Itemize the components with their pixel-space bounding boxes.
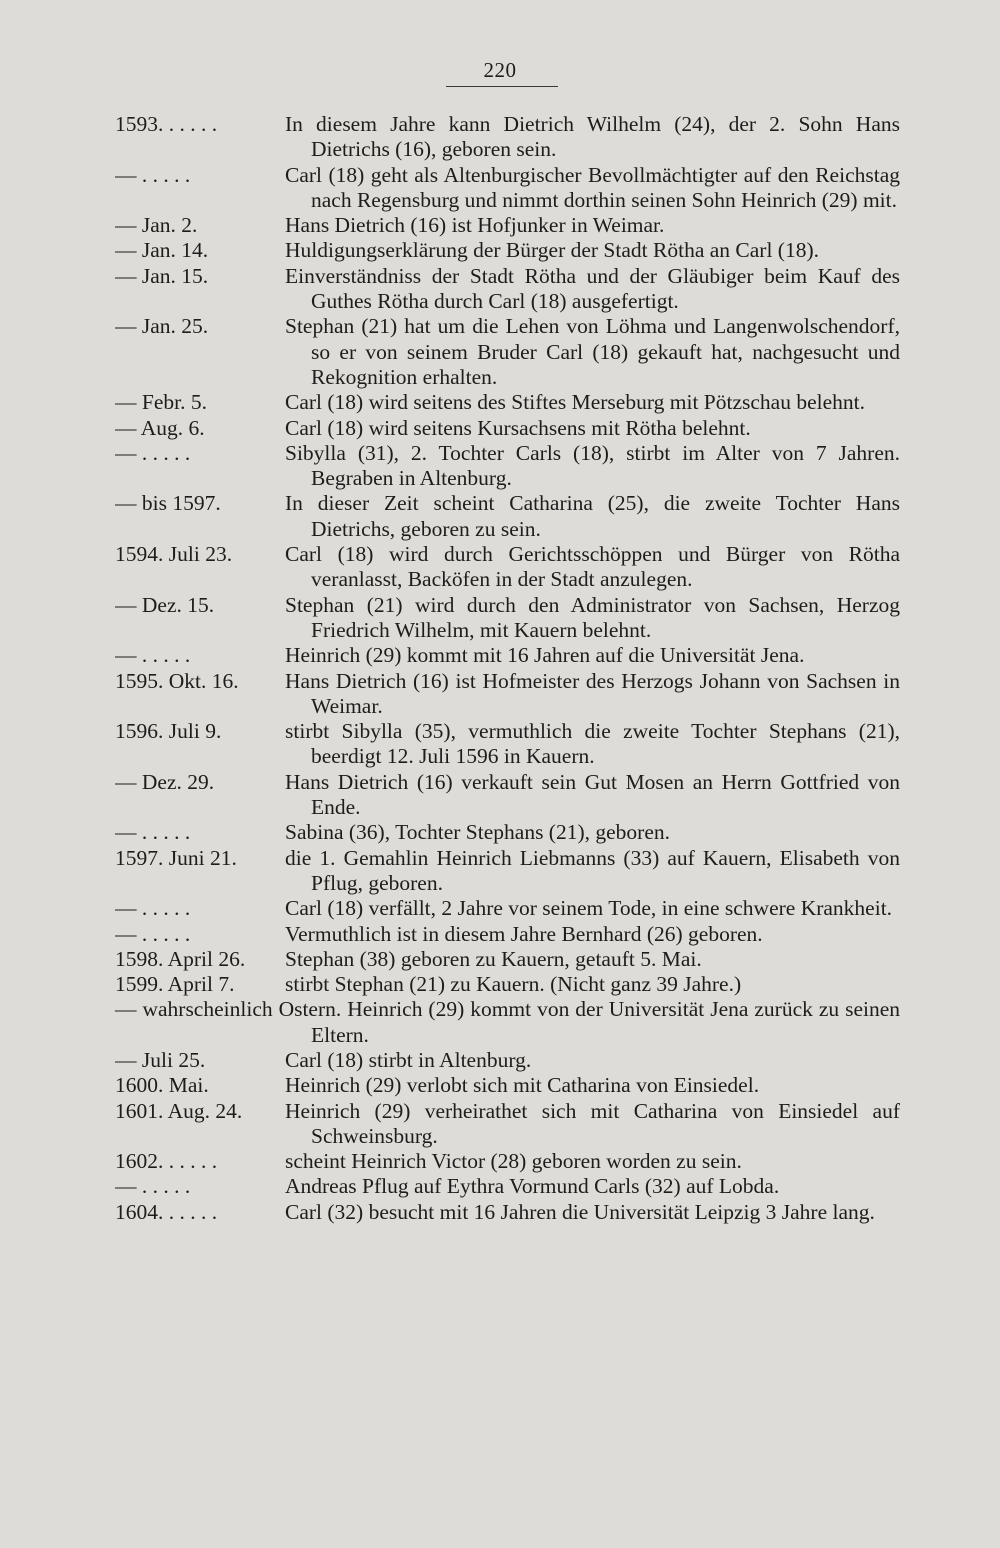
chronicle-entry (115, 264, 900, 315)
entry-date: 1604. . . . . . (115, 1199, 218, 1224)
entry-text: Vermuthlich ist in diesem Jahre Bernhard (26) geboren. (285, 921, 763, 946)
entry-text: Carl (18) verfällt, 2 Jahre vor seinem Tode, in eine schwere Krankheit. (285, 896, 893, 921)
chronicle-entry (115, 669, 900, 720)
entry-date: 1595. Okt. 16. (115, 668, 239, 693)
entry-text: Stephan (21) hat um die Lehen von Löhma und Langenwolschendorf, so er von seinem Bruder Carl (18) gekauft hat, nachgesucht und Rekognition erhalten. (285, 314, 900, 389)
entry-date: — . . . . . (115, 820, 191, 845)
entry-text: die 1. Gemahlin Heinrich Liebmanns (33) auf Kauern, Elisabeth von Pflug, geboren. (285, 845, 900, 895)
entry-date: 1599. April 7. (115, 972, 235, 997)
entry-text: Hans Dietrich (16) ist Hofmeister des Herzogs Johann von Sachsen in Weimar. (285, 668, 900, 718)
chronicle-entry (115, 1073, 900, 1098)
entry-date: — Dez. 29. (115, 769, 215, 794)
entry-date: — Dez. 15. (115, 592, 215, 617)
chronicle-entry (115, 213, 900, 238)
entry-text: stirbt Stephan (21) zu Kauern. (Nicht ganz 39 Jahre.) (285, 972, 742, 997)
entry-text: Andreas Pflug auf Eythra Vormund Carls (32) auf Lobda. (285, 1174, 780, 1199)
chronicle-entry (115, 1099, 900, 1150)
entry-date: 1598. April 26. (115, 946, 246, 971)
entry-text: In dieser Zeit scheint Catharina (25), die zweite Tochter Hans Dietrichs, geboren zu sein. (285, 491, 900, 541)
entry-text: Heinrich (29) verlobt sich mit Catharina von Einsiedel. (285, 1073, 760, 1098)
entry-date: 1602. . . . . . (115, 1149, 218, 1174)
entry-text: Carl (18) stirbt in Altenburg. (285, 1047, 532, 1072)
entry-date: — bis 1597. (115, 491, 221, 516)
chronicle-entry (115, 922, 900, 947)
chronicle-entry (115, 1174, 900, 1199)
chronicle-entry (115, 163, 900, 214)
entry-text: Carl (18) wird seitens des Stiftes Merseburg mit Pötzschau belehnt. (285, 390, 865, 415)
entry-text: Stephan (21) wird durch den Administrator von Sachsen, Herzog Friedrich Wilhelm, mit Kauern belehnt. (285, 592, 900, 642)
entry-date: — Jan. 14. (115, 238, 209, 263)
entry-text: Huldigungserklärung der Bürger der Stadt Rötha an Carl (18). (285, 238, 819, 263)
entry-text: Hans Dietrich (16) ist Hofjunker in Weimar. (285, 213, 665, 238)
page-number: 220 (483, 58, 517, 82)
entry-date: — . . . . . (115, 643, 191, 668)
entry-text: Stephan (38) geboren zu Kauern, getauft 5. Mai. (285, 946, 702, 971)
entry-text: Heinrich (29) kommt mit 16 Jahren auf die Universität Jena. (285, 643, 805, 668)
entry-date: 1594. Juli 23. (115, 542, 233, 567)
chronicle-entry (115, 416, 900, 441)
entry-text: Carl (18) wird seitens Kursachsens mit Rötha belehnt. (285, 415, 751, 440)
entry-date: — Febr. 5. (115, 390, 207, 415)
entry-text: Einverständniss der Stadt Rötha und der Gläubiger beim Kauf des Guthes Rötha durch Carl (18) ausgefertigt. (285, 263, 900, 314)
entry-date: — Aug. 6. (115, 415, 205, 440)
entry-date: 1601. Aug. 24. (115, 1098, 243, 1123)
entry-date: — . . . . . (115, 896, 191, 921)
entry-date: 1597. Juni 21. (115, 845, 237, 870)
chronicle-entry (115, 1200, 900, 1225)
chronicle-entry (115, 643, 900, 668)
chronicle-entry (115, 491, 900, 542)
entry-text: Carl (32) besucht mit 16 Jahren die Universität Leipzig 3 Jahre lang. (285, 1199, 875, 1224)
chronicle-entry (115, 542, 900, 593)
chronicle-entry (115, 238, 900, 263)
entry-text: stirbt Sibylla (35), vermuthlich die zweite Tochter Stephans (21), beerdigt 12. Juli 1596 in Kauern. (285, 719, 900, 769)
chronicle-entry (115, 112, 900, 163)
chronicle-entry (115, 390, 900, 415)
entry-text: Carl (18) geht als Altenburgischer Bevollmächtigter auf den Reichstag nach Regensburg und nimmt dorthin seinen Sohn Heinrich (29) mit. (285, 162, 900, 212)
entry-date: — Jan. 2. (115, 213, 198, 238)
entry-date: — . . . . . (115, 162, 191, 187)
entry-date: 1596. Juli 9. (115, 719, 222, 744)
entry-date: — Jan. 25. (115, 314, 209, 339)
chronicle-entry (115, 593, 900, 644)
entry-text: Hans Dietrich (16) verkauft sein Gut Mosen an Herrn Gottfried von Ende. (285, 769, 900, 820)
chronicle-entry (115, 441, 900, 492)
entry-date: — Jan. 15. (115, 263, 209, 288)
chronicle-entry (115, 947, 900, 972)
entry-text: Heinrich (29) kommt von der Universität Jena zurück zu seinen Eltern. (311, 997, 901, 1047)
chronicle-entry (115, 1048, 900, 1073)
chronicle-entry (115, 896, 900, 921)
entry-date: 1593. . . . . . (115, 112, 218, 136)
entry-date: — . . . . . (115, 1174, 191, 1199)
entry-text: Heinrich (29) verheirathet sich mit Catharina von Einsiedel auf Schweinsburg. (285, 1098, 900, 1148)
chronicle-list (115, 112, 900, 1225)
entry-text: In diesem Jahre kann Dietrich Wilhelm (24), der 2. Sohn Hans Dietrichs (16), geboren sein. (285, 112, 900, 162)
chronicle-entry (115, 820, 900, 845)
chronicle-entry (115, 972, 900, 997)
chronicle-entry (115, 314, 900, 390)
entry-date: 1600. Mai. (115, 1073, 209, 1098)
entry-date: — wahrscheinlich Ostern. (115, 997, 342, 1022)
entry-date: — Juli 25. (115, 1047, 206, 1072)
entry-text: scheint Heinrich Victor (28) geboren worden zu sein. (285, 1149, 742, 1174)
page-number-rule (446, 86, 558, 87)
chronicle-entry (115, 770, 900, 821)
chronicle-entry (115, 1149, 900, 1174)
chronicle-entry (115, 846, 900, 897)
chronicle-entry (115, 719, 900, 770)
entry-date: — . . . . . (115, 921, 191, 946)
chronicle-entry (115, 997, 900, 1048)
entry-text: Sabina (36), Tochter Stephans (21), geboren. (285, 820, 670, 845)
entry-text: Sibylla (31), 2. Tochter Carls (18), stirbt im Alter von 7 Jahren. Begraben in Altenburg. (285, 440, 900, 491)
entry-date: — . . . . . (115, 440, 191, 465)
entry-text: Carl (18) wird durch Gerichtsschöppen und Bürger von Rötha veranlasst, Backöfen in der Stadt anzulegen. (285, 542, 900, 592)
